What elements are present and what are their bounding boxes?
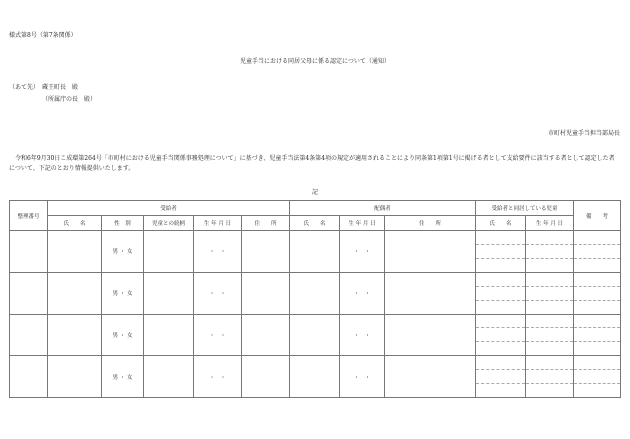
table-row: [10, 314, 621, 356]
recipient-relation-cell: [144, 314, 194, 356]
recipient-dob-cell: ・ ・: [194, 231, 242, 273]
child-name-cell: [476, 314, 526, 356]
spouse-address-cell: [385, 231, 476, 273]
recipient-name-header: 氏 名: [48, 216, 102, 231]
recipient-name-cell: [48, 314, 102, 356]
recipient-dob-cell: ・ ・: [194, 356, 242, 398]
child-name-cell: [476, 272, 526, 314]
recipient-sex-cell: 男 ・ 女: [102, 314, 144, 356]
child-dob-cell: [526, 356, 574, 398]
child-name-header: 氏 名: [476, 216, 526, 231]
ki-heading: 記: [311, 189, 318, 196]
spouse-address-cell: [385, 356, 476, 398]
child-name-cell: [476, 356, 526, 398]
recipient-name-cell: [48, 272, 102, 314]
recipient-relation-cell: [144, 272, 194, 314]
recipient-sex-cell: 男 ・ 女: [102, 272, 144, 314]
remarks-cell: [574, 314, 621, 356]
recipient-sex-header: 性 別: [102, 216, 144, 231]
recipient-address-cell: [242, 356, 290, 398]
spouse-name-cell: [290, 272, 340, 314]
remarks-cell: [574, 356, 621, 398]
spouse-address-header: 住 所: [385, 216, 476, 231]
recipient-dob-cell: ・ ・: [194, 272, 242, 314]
spouse-address-cell: [385, 314, 476, 356]
group-recipient: 受給者: [48, 201, 290, 216]
recipient-address-cell: [242, 231, 290, 273]
spouse-name-cell: [290, 231, 340, 273]
number-cell: [10, 314, 48, 356]
child-name-cell: [476, 231, 526, 273]
form-id: 様式第8号（第7条関係）: [9, 32, 77, 39]
recipient-dob-cell: ・ ・: [194, 314, 242, 356]
remarks-cell: [574, 231, 621, 273]
spouse-dob-cell: ・ ・: [340, 231, 385, 273]
spouse-address-cell: [385, 272, 476, 314]
spouse-dob-cell: ・ ・: [340, 272, 385, 314]
addressee-prefix: （あて先）: [9, 84, 40, 91]
child-dob-cell: [526, 272, 574, 314]
recipient-name-cell: [48, 231, 102, 273]
recipient-sex-cell: 男 ・ 女: [102, 356, 144, 398]
spouse-name-header: 氏 名: [290, 216, 340, 231]
table-row: [10, 356, 621, 398]
remarks-cell: [574, 272, 621, 314]
spouse-dob-cell: ・ ・: [340, 314, 385, 356]
sender: 市町村児童手当担当部局長: [547, 130, 620, 137]
group-children: 受給者と同居している児童: [476, 201, 574, 216]
child-dob-header: 生 年 月 日: [526, 216, 574, 231]
recipient-relation-header: 児童との続柄: [144, 216, 194, 231]
document-title: 児童手当における同居父母に係る認定について（通知）: [240, 58, 390, 65]
recipient-sex-cell: 男 ・ 女: [102, 231, 144, 273]
spouse-name-cell: [290, 314, 340, 356]
addressee-name: 蔵王町長 殿: [42, 84, 79, 91]
number-cell: [10, 272, 48, 314]
col-number: 整理番号: [10, 201, 48, 231]
recipient-address-header: 住 所: [242, 216, 290, 231]
spouse-dob-header: 生 年 月 日: [340, 216, 385, 231]
table-row: [10, 231, 621, 273]
spouse-dob-cell: ・ ・: [340, 356, 385, 398]
recipient-dob-header: 生 年 月 日: [194, 216, 242, 231]
number-cell: [10, 356, 48, 398]
number-cell: [10, 231, 48, 273]
table-row: [10, 272, 621, 314]
col-remarks: 備 考: [574, 201, 621, 231]
recipient-address-cell: [242, 272, 290, 314]
child-dob-cell: [526, 231, 574, 273]
info-table: [9, 200, 621, 398]
group-spouse: 配偶者: [290, 201, 476, 216]
recipient-relation-cell: [144, 356, 194, 398]
spouse-name-cell: [290, 356, 340, 398]
child-dob-cell: [526, 314, 574, 356]
recipient-relation-cell: [144, 231, 194, 273]
recipient-name-cell: [48, 356, 102, 398]
addressee-sub: （所属庁の長 殿）: [42, 96, 97, 103]
recipient-address-cell: [242, 314, 290, 356]
body-paragraph: 令和6年9月30日こ成環第264号「市町村における児童手当関係事務処理について」に基づき、児童手当法第4条第4項の規定が適用されることにより同条第1項第1号に掲げる者として支給要件に該当する者として認定した者について、下記のとおり情報提供いたします。: [9, 155, 615, 172]
